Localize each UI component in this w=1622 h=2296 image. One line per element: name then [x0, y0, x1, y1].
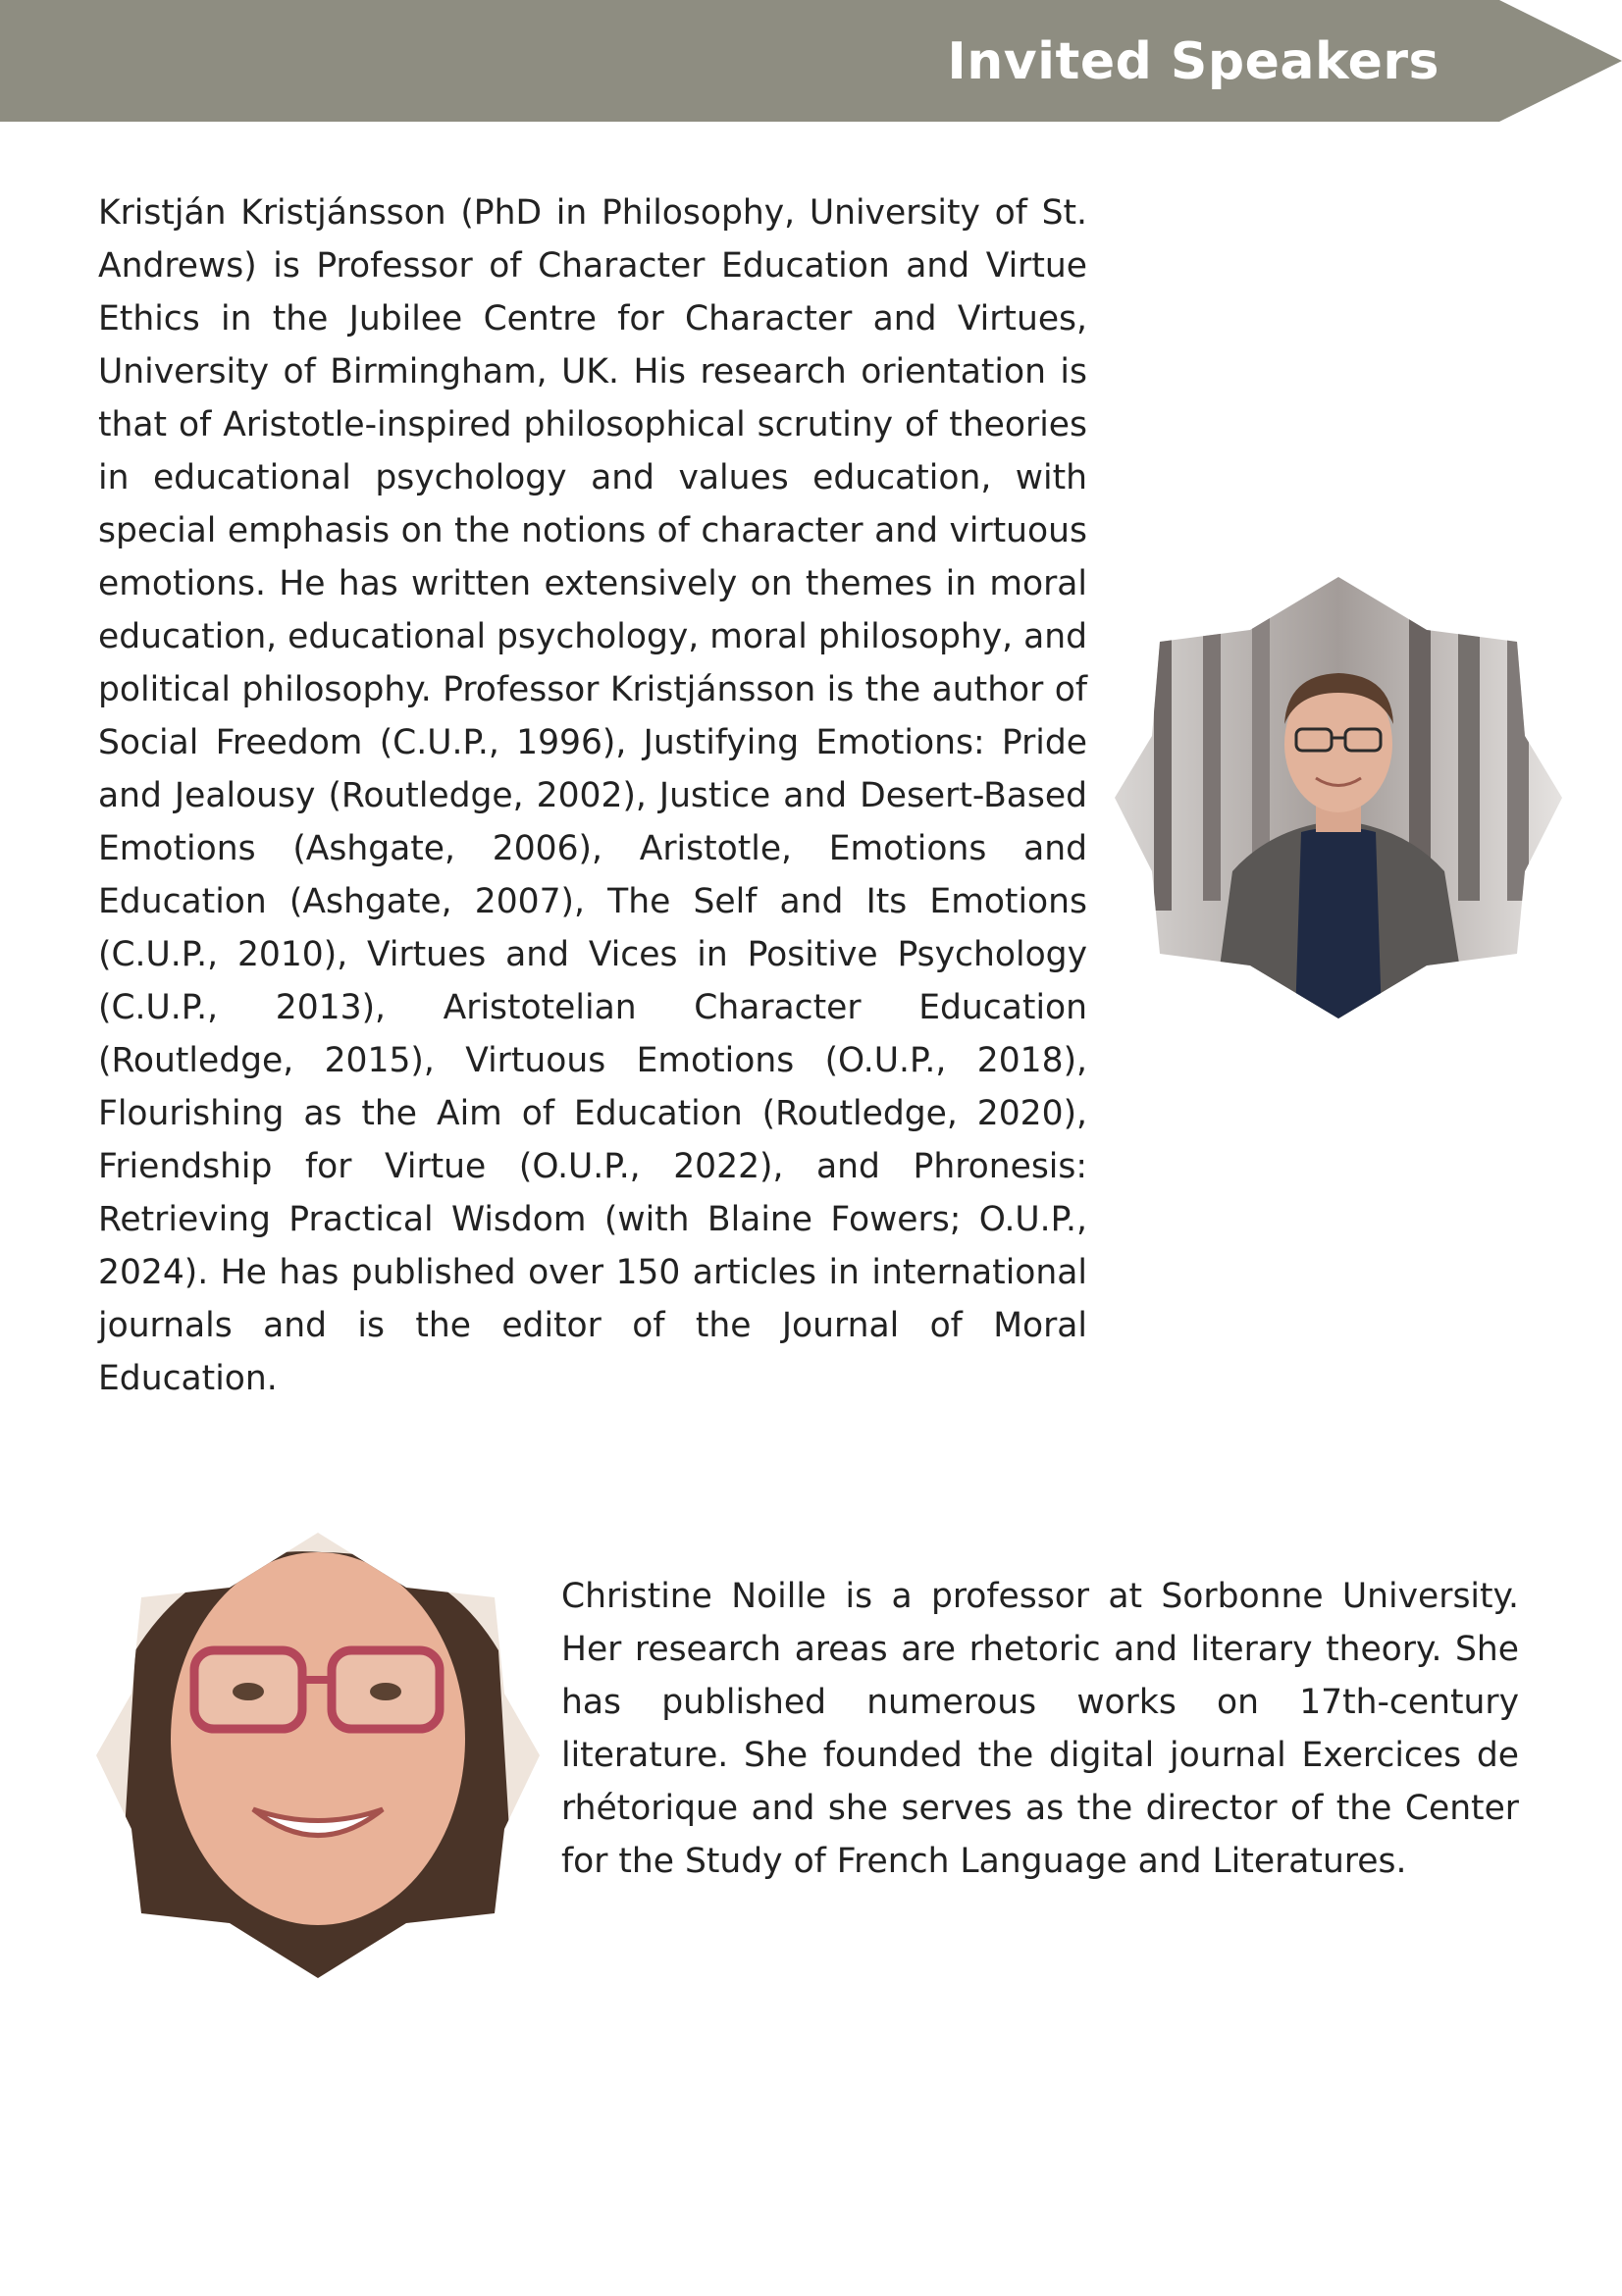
section-title: Invited Speakers	[947, 32, 1439, 91]
speaker-photo-kristjansson	[1115, 577, 1562, 1018]
speaker-bio-noille: Christine Noille is a professor at Sorbonne University. Her research areas are rhetoric and literary theory. She has published numerous works on 17th-century literature. She founded the digital journal Exercices de rhétorique and she serves as the director of the Center for the Study of French Language and Literatures.	[561, 1577, 1519, 1881]
speaker-photo-noille	[96, 1533, 540, 1978]
speaker-bio-kristjansson: Kristján Kristjánsson (PhD in Philosophy, University of St. Andrews) is Professor of Character Education and Virtue Ethics in the Jubilee Centre for Character and Virtues, University of Birmingham, UK. His research orientation is that of Aristotle-inspired philosophical scrutiny of theories in educational psychology and values education, with special emphasis on the notions of character and virtuous emotions. He has written extensively on themes in moral education, educational psychology, moral philosophy, and political philosophy. Professor Kristjánsson is the author of Social Freedom (C.U.P., 1996), Justifying Emotions: Pride and Jealousy (Routledge, 2002), Justice and Desert-Based Emotions (Ashgate, 2006), Aristotle, Emotions and Education (Ashgate, 2007), The Self and Its Emotions (C.U.P., 2010), Virtues and Vices in Positive Psychology (C.U.P., 2013), Aristotelian Character Education (Routledge, 2015), Virtuous Emotions (O.U.P., 2018), Flourishing as the Aim of Education (Routledge, 2020), Friendship for Virtue (O.U.P., 2022), and Phronesis: Retrieving Practical Wisdom (with Blaine Fowers; O.U.P., 2024). He has published over 150 articles in international journals and is the editor of the Journal of Moral Education.	[98, 193, 1087, 1398]
